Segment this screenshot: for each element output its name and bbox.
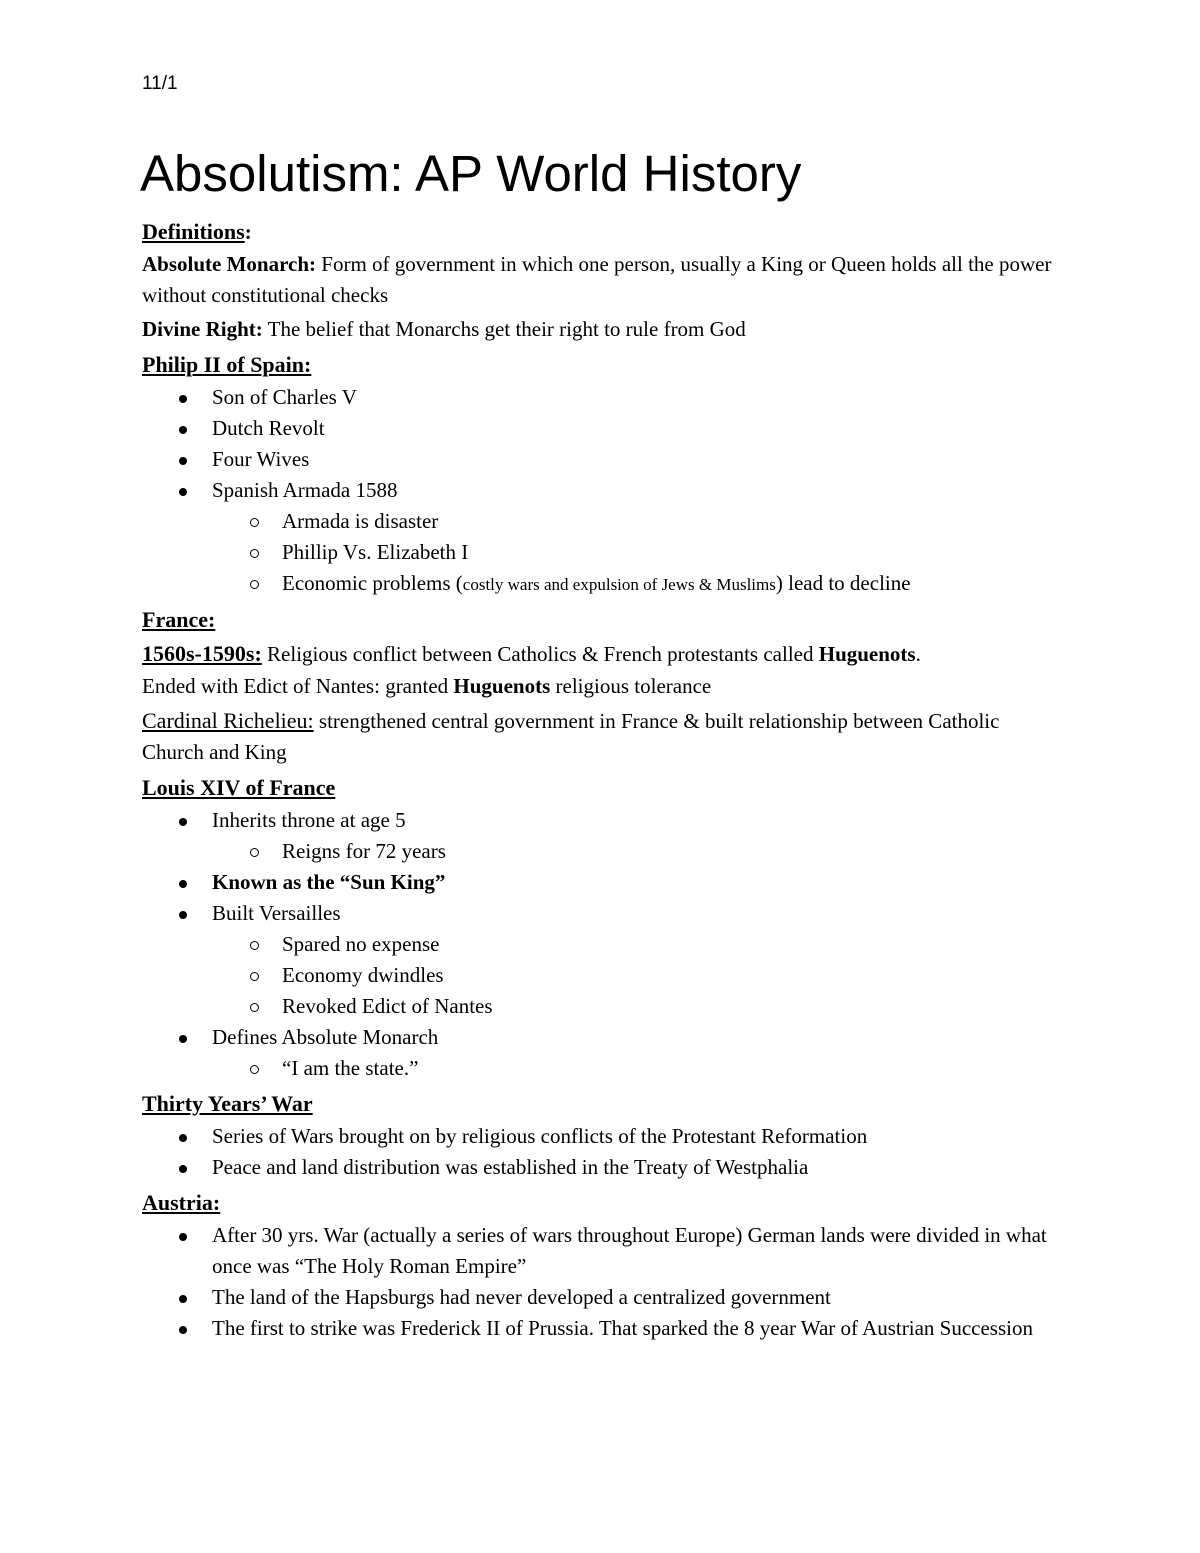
definition-absolute-monarch-text: Form of government in which one person, usually a King or Queen holds all the power without constitutional checks [142,252,1052,307]
austria-heading: Austria: [142,1190,221,1215]
edict-text-end: religious tolerance [550,674,712,698]
list-item-defines [142,1022,1062,1084]
term-divine-right: Divine Right: [142,317,263,341]
sub-list-item: Reigns for 72 years [212,836,1062,867]
definition-divine-right-text: The belief that Monarchs get their right to rule from God [262,317,746,341]
sub-list-item: Spared no expense [212,929,1062,960]
list-item: After 30 yrs. War (actually a series of wars throughout Europe) German lands were divided in what once was “The Holy Roman Empire” [142,1220,1062,1282]
definition-divine-right [142,314,1062,345]
definitions-heading-colon: : [244,220,252,244]
sub-list-item: Revoked Edict of Nantes [212,991,1062,1022]
term-absolute-monarch: Absolute Monarch: [142,252,317,276]
inherits-label: Inherits throne at age 5 [212,808,406,832]
list-item: Four Wives [142,444,1062,475]
list-item: Dutch Revolt [142,413,1062,444]
list-item: Peace and land distribution was established in the Treaty of Westphalia [142,1152,1062,1183]
list-item-armada [142,475,1062,600]
list-item: The land of the Hapsburgs had never developed a centralized government [142,1282,1062,1313]
sub-list-item-economic [212,568,1062,600]
austria-list [142,1220,1062,1344]
armada-label: Spanish Armada 1588 [212,478,398,502]
definitions-heading: Definitions [142,219,245,244]
france-period-text: Religious conflict between Catholics & French protestants called [261,642,819,666]
versailles-sublist [142,929,1062,1022]
list-item-inherits [142,805,1062,867]
richelieu-text: strengthened central government in France & built relationship between Catholic Church and King [142,709,1000,764]
sub-list-item: Economy dwindles [212,960,1062,991]
louis-list [142,805,1062,1084]
defines-sublist [142,1053,1062,1084]
definition-absolute-monarch [142,249,1062,311]
france-edict-line [142,671,1062,702]
armada-sublist [142,506,1062,600]
louis-heading: Louis XIV of France [142,775,336,800]
edict-text: Ended with Edict of Nantes: granted [142,674,454,698]
econ-text-start: Economic problems ( [282,571,463,595]
thirty-heading-line [142,1087,1062,1121]
list-item: Son of Charles V [142,382,1062,413]
versailles-label: Built Versailles [212,901,341,925]
defines-label: Defines Absolute Monarch [212,1025,439,1049]
thirty-heading: Thirty Years’ War [142,1091,313,1116]
notes-body [142,215,1062,1344]
richelieu-line [142,705,1062,768]
philip-list [142,382,1062,600]
philip-heading-line [142,348,1062,382]
thirty-list [142,1121,1062,1183]
sub-list-item: Phillip Vs. Elizabeth I [212,537,1062,568]
list-item: The first to strike was Frederick II of Prussia. That sparked the 8 year War of Austrian Succession [142,1313,1062,1344]
econ-text-detail: costly wars and expulsion of Jews & Muslims [462,575,776,594]
france-heading-line [142,603,1062,637]
france-heading: France: [142,607,216,632]
econ-text-end: ) lead to decline [775,571,911,595]
list-item-versailles [142,898,1062,1022]
richelieu-heading: Cardinal Richelieu: [142,708,314,733]
france-period-line [142,637,1062,671]
list-item: Series of Wars brought on by religious conflicts of the Protestant Reformation [142,1121,1062,1152]
austria-heading-line [142,1186,1062,1220]
page-title: Absolutism: AP World History [140,145,802,202]
list-item-sun-king: Known as the “Sun King” [142,867,1062,898]
date-label: 11/1 [142,73,178,94]
edict-huguenots-term: Huguenots [453,674,551,698]
philip-heading: Philip II of Spain: [142,352,312,377]
inherits-sublist [142,836,1062,867]
france-period: 1560s-1590s: [142,641,262,666]
huguenots-term: Huguenots [818,642,916,666]
sub-list-item: Armada is disaster [212,506,1062,537]
louis-heading-line [142,771,1062,805]
sub-list-item: “I am the state.” [212,1053,1062,1084]
definitions-heading-line [142,215,1062,249]
france-period-end: . [915,642,921,666]
